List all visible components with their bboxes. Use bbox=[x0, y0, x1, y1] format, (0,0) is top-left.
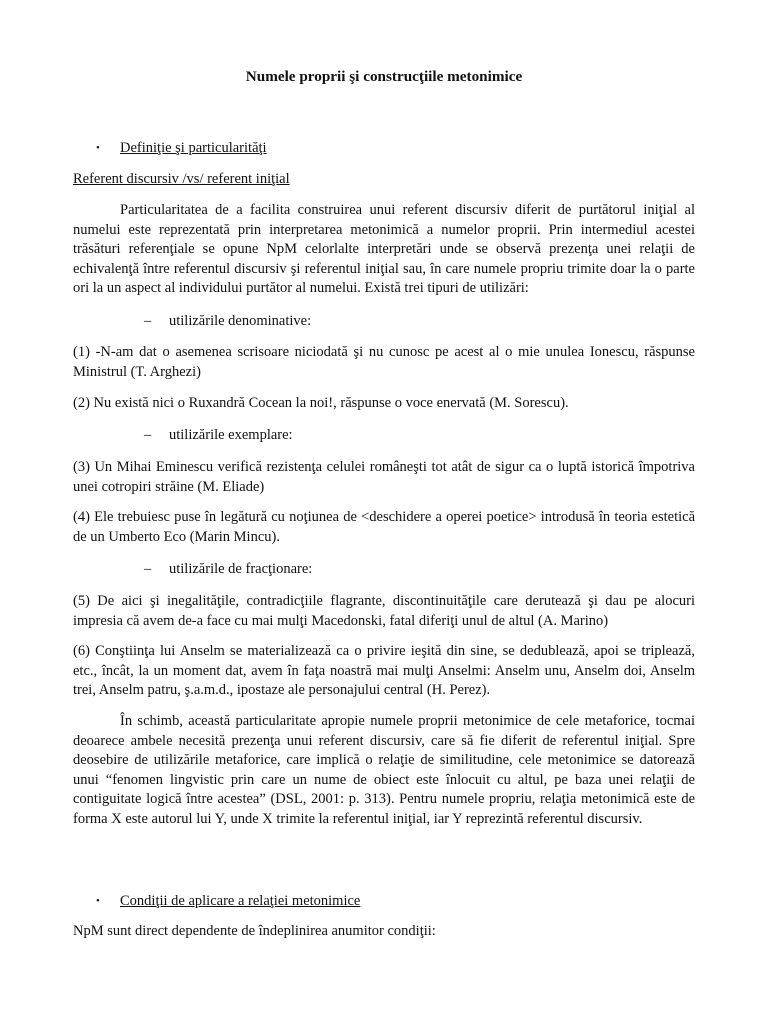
bullet-icon: • bbox=[96, 895, 100, 907]
example-1: (1) -N-am dat o asemenea scrisoare niciodată şi nu cunosc pe acest al o mie unulea Ionescu, răspunse Ministrul (T. Arghezi) bbox=[73, 344, 695, 380]
example-4: (4) Ele trebuiesc puse în legătură cu noţiunea de <deschidere a operei poetice> introdusă în teoria estetică de un Umberto Eco (Marin Mincu). bbox=[73, 509, 695, 545]
paragraph-1: Particularitatea de a facilita construirea unui referent discursiv diferit de purtătorul iniţial al numelui este reprezentată prin interpretarea metonimică a numelor proprii. Prin intermediul acestei trăsături referenţiale se opune NpM celorlalte interpretări unde se observă prezenţa unei relaţii de echivalenţă între referentul discursiv şi referentul iniţial sau, în care numele propriu trimite doar la o parte ori la un aspect al individului purtător al numelui. Există trei tipuri de utilizări: bbox=[73, 202, 695, 297]
dash-item-text: utilizările exemplare: bbox=[169, 427, 293, 443]
section-heading-text: Definiţie şi particularităţi bbox=[120, 140, 267, 156]
example-5: (5) De aici şi inegalităţile, contradicţiile flagrante, discontinuităţile care derutează şi dau pe alocuri impresia că avem de-a face cu mai mulţi Macedonski, fatal diferiţi unul de altul (A. Marino) bbox=[73, 593, 695, 629]
paragraph-2: În schimb, această particularitate apropie numele proprii metonimice de cele metaforice, tocmai deoarece ambele necesită prezenţa unui referent discursiv, care să fie diferit de referentul iniţial. Spre deosebire de utilizările metaforice, care implică o relaţie de similitudine, cele metonimice se datorează unui “fenomen lingvistic prin care un nume de obiect este înlocuit cu altul, pe baza unei relaţii de contiguitate logică între acestea” (DSL, 2001: p. 313). Pentru numele propriu, relaţia metonimică este de forma X este autorul lui Y, unde X trimite la referentul iniţial, iar Y reprezintă referentul discursiv. bbox=[73, 713, 695, 827]
dash-icon: – bbox=[144, 427, 152, 443]
example-6: (6) Conştiinţa lui Anselm se materializează ca o privire ieşită din sine, se dedublează, apoi se triplează, etc., încât, la un moment dat, avem în faţa noastră mai mulţi Anselmi: Anselm unu, Anselm doi, Anselm trei, Anselm patru, ş.a.m.d., ipostaze ale personajului central (H. Perez). bbox=[73, 643, 695, 699]
dash-icon: – bbox=[144, 313, 152, 329]
example-2: (2) Nu există nici o Ruxandră Cocean la noi!, răspunse o voce enervată (M. Sorescu). bbox=[73, 395, 569, 411]
dash-item-text: utilizările denominative: bbox=[169, 313, 312, 329]
example-3: (3) Un Mihai Eminescu verifică rezistenţa celulei româneşti tot atât de sigur ca o luptă istorică împotriva unei cotropiri străine (M. Eliade) bbox=[73, 459, 695, 495]
paragraph-3: NpM sunt direct dependente de îndeplinirea anumitor condiţii: bbox=[73, 923, 436, 939]
dash-item-text: utilizările de fracţionare: bbox=[169, 561, 313, 577]
dash-icon: – bbox=[144, 561, 152, 577]
section-heading-text: Condiţii de aplicare a relaţiei metonimice bbox=[120, 893, 361, 909]
document-title: Numele proprii şi construcţiile metonimice bbox=[245, 68, 523, 85]
subheading-referent: Referent discursiv /vs/ referent iniţial bbox=[73, 171, 290, 187]
bullet-icon: • bbox=[96, 142, 100, 154]
